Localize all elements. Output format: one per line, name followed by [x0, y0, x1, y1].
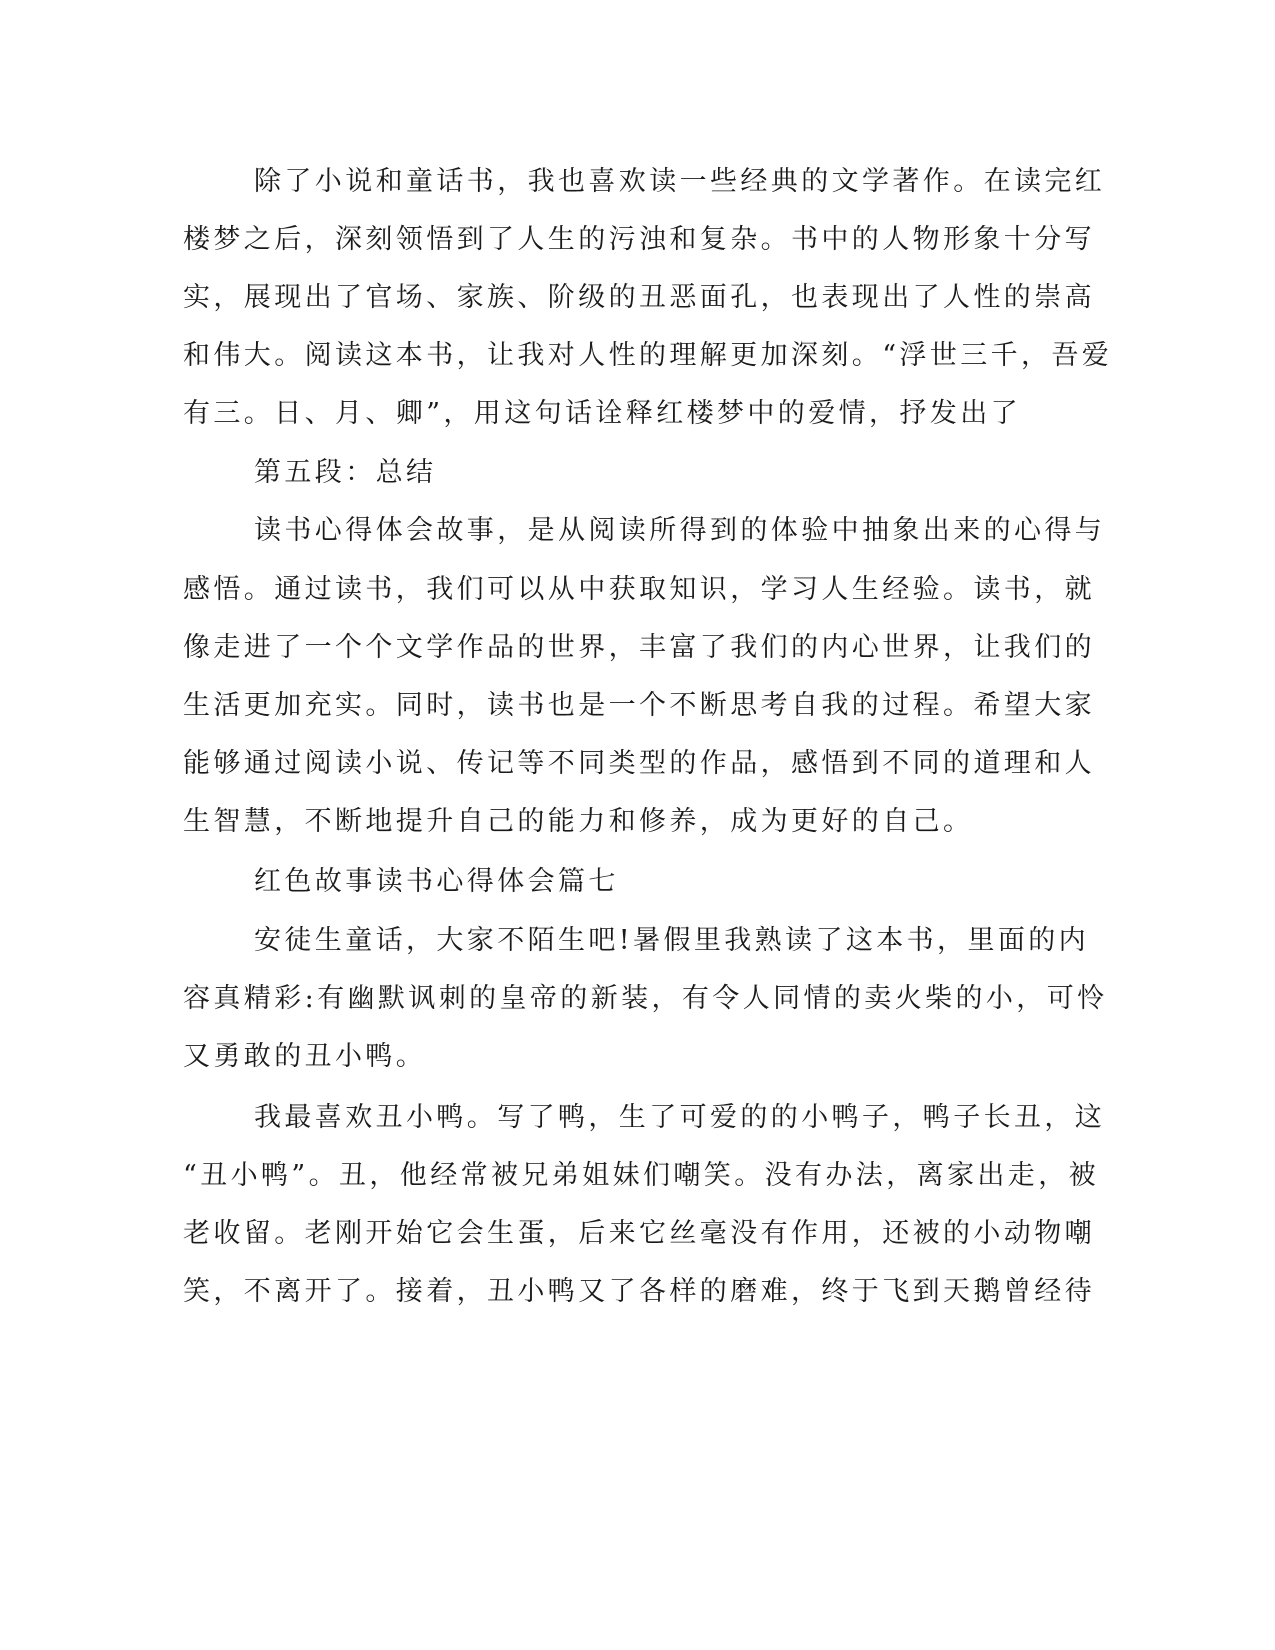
- text-line: 笑，不离开了。接着，丑小鸭又了各样的磨难，终于飞到天鹅曾经待: [183, 1276, 1095, 1307]
- text-line: 生智慧，不断地提升自己的能力和修养，成为更好的自己。: [183, 806, 974, 837]
- text-line: 感悟。通过读书，我们可以从中获取知识，学习人生经验。读书，就: [183, 574, 1095, 605]
- text-line: “丑小鸭”。丑，他经常被兄弟姐妹们嘲笑。没有办法，离家出走，被: [183, 1160, 1100, 1191]
- text-line: 有三。日、月、卿”，用这句话诠释红楼梦中的爱情，抒发出了: [183, 398, 1022, 429]
- text-line: 安徒生童话，大家不陌生吧!暑假里我熟读了这本书，里面的内: [254, 925, 1090, 956]
- text-line: 实，展现出了官场、家族、阶级的丑恶面孔，也表现出了人性的崇高: [183, 282, 1095, 313]
- section-heading: 第五段：总结: [254, 457, 437, 488]
- text-line: 和伟大。阅读这本书，让我对人性的理解更加深刻。“浮世三千，吾爱: [183, 340, 1113, 371]
- text-line: 楼梦之后，深刻领悟到了人生的污浊和复杂。书中的人物形象十分写: [183, 224, 1095, 255]
- text-line: 容真精彩:有幽默讽刺的皇帝的新装，有令人同情的卖火柴的小，可怜: [183, 983, 1108, 1014]
- text-line: 除了小说和童话书，我也喜欢读一些经典的文学著作。在读完红: [254, 166, 1106, 197]
- section-heading: 红色故事读书心得体会篇七: [254, 866, 619, 897]
- text-line: 读书心得体会故事，是从阅读所得到的体验中抽象出来的心得与: [254, 515, 1106, 546]
- text-line: 又勇敢的丑小鸭。: [183, 1041, 427, 1072]
- text-line: 像走进了一个个文学作品的世界，丰富了我们的内心世界，让我们的: [183, 632, 1095, 663]
- text-line: 我最喜欢丑小鸭。写了鸭，生了可爱的的小鸭子，鸭子长丑，这: [254, 1102, 1106, 1133]
- text-line: 生活更加充实。同时，读书也是一个不断思考自我的过程。希望大家: [183, 690, 1095, 721]
- text-line: 老收留。老刚开始它会生蛋，后来它丝毫没有作用，还被的小动物嘲: [183, 1218, 1095, 1249]
- text-line: 能够通过阅读小说、传记等不同类型的作品，感悟到不同的道理和人: [183, 748, 1095, 779]
